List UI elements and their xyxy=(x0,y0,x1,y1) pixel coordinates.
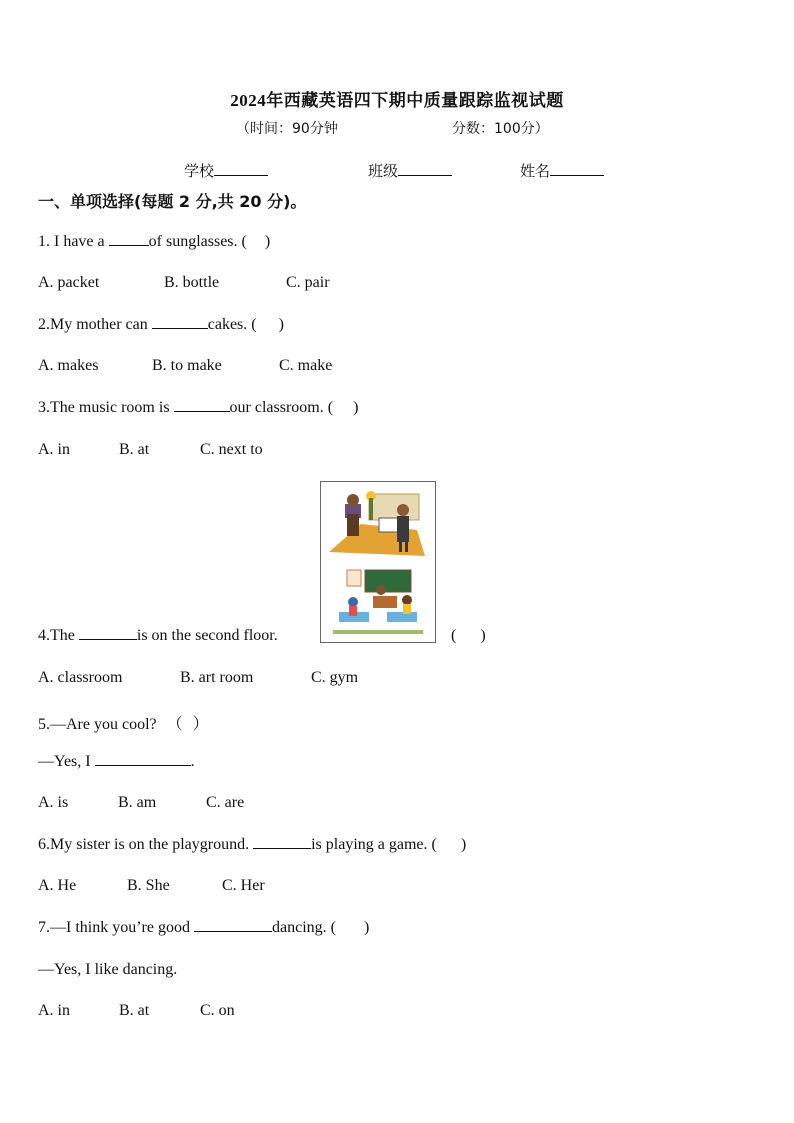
answer-blank[interactable] xyxy=(152,316,208,329)
question-number: 7. xyxy=(38,919,50,936)
question-text: My mother can xyxy=(50,316,148,333)
question-6 xyxy=(38,836,466,854)
question-text: I have a xyxy=(54,233,105,250)
option-b[interactable]: B. at xyxy=(119,441,150,458)
answer-paren: ） xyxy=(192,716,209,733)
answer-paren: ) xyxy=(480,627,486,644)
question-text: The music room is xyxy=(50,399,170,416)
question-text: dancing. ( xyxy=(271,919,336,936)
answer-blank[interactable] xyxy=(95,753,191,766)
question-number: 2. xyxy=(38,316,50,333)
school-label: 学校 xyxy=(184,162,215,180)
question-text: our classroom. ( xyxy=(229,399,334,416)
answer-paren: ) xyxy=(264,233,271,250)
exam-score: 分数：100分） xyxy=(452,121,549,137)
question-5-reply xyxy=(38,753,195,771)
option-b[interactable]: B. at xyxy=(119,1002,150,1019)
answer-blank[interactable] xyxy=(79,627,137,640)
question-text: of sunglasses. ( xyxy=(148,233,247,250)
question-number: 5. xyxy=(38,716,50,733)
question-4 xyxy=(38,627,278,645)
answer-paren: （ xyxy=(166,716,183,733)
option-a[interactable]: A. in xyxy=(38,441,70,458)
option-c[interactable]: C. Her xyxy=(222,877,265,894)
name-blank[interactable] xyxy=(550,161,604,176)
question-number: 3. xyxy=(38,399,50,416)
question-7 xyxy=(38,919,369,937)
question-text: is playing a game. ( xyxy=(311,836,437,853)
option-c[interactable]: C. on xyxy=(200,1002,235,1019)
question-2 xyxy=(38,316,284,334)
option-b[interactable]: B. to make xyxy=(152,357,222,374)
name-field xyxy=(520,160,604,181)
answer-blank[interactable] xyxy=(253,836,311,849)
answer-blank[interactable] xyxy=(194,919,272,932)
option-a[interactable]: A. He xyxy=(38,877,77,894)
option-a[interactable]: A. makes xyxy=(38,357,99,374)
answer-paren: ) xyxy=(363,919,370,936)
question-text: —Are you cool? xyxy=(50,716,157,733)
option-c[interactable]: C. gym xyxy=(311,669,359,686)
question-text: My sister is on the playground. xyxy=(50,836,250,853)
question-text: —Yes, I xyxy=(38,753,91,770)
question-4-illustration xyxy=(320,481,436,643)
answer-paren: ) xyxy=(278,316,284,333)
option-b[interactable]: B. bottle xyxy=(164,274,220,291)
answer-paren: ( xyxy=(451,627,457,644)
option-b[interactable]: B. am xyxy=(118,794,157,811)
option-a[interactable]: A. in xyxy=(38,1002,70,1019)
school-field xyxy=(184,160,268,181)
name-label: 姓名 xyxy=(520,162,551,180)
question-number: 1. xyxy=(38,233,50,250)
page-title: 2024年西藏英语四下期中质量跟踪监视试题 xyxy=(230,91,564,110)
question-text: —I think you’re good xyxy=(50,919,190,936)
option-a[interactable]: A. packet xyxy=(38,274,100,291)
question-5 xyxy=(38,711,209,734)
question-number: 4. xyxy=(38,627,50,644)
question-text: . xyxy=(190,753,195,770)
question-3 xyxy=(38,399,358,417)
class-label: 班级 xyxy=(368,162,399,180)
classroom-picture xyxy=(321,562,435,642)
question-4-paren xyxy=(451,627,486,645)
option-a[interactable]: A. classroom xyxy=(38,669,123,686)
class-field xyxy=(368,160,452,181)
answer-blank[interactable] xyxy=(109,233,149,246)
question-number: 6. xyxy=(38,836,50,853)
answer-blank[interactable] xyxy=(174,399,230,412)
option-c[interactable]: C. pair xyxy=(286,274,330,291)
option-c[interactable]: C. next to xyxy=(200,441,263,458)
section-heading: 一、单项选择(每题 2 分,共 20 分)。 xyxy=(38,192,307,211)
exam-time: （时间：90分钟 xyxy=(236,121,338,137)
option-c[interactable]: C. make xyxy=(279,357,333,374)
answer-paren: ) xyxy=(353,399,359,416)
answer-paren: ) xyxy=(460,836,467,853)
class-blank[interactable] xyxy=(398,161,452,176)
question-1 xyxy=(38,233,270,251)
option-b[interactable]: B. art room xyxy=(180,669,254,686)
school-blank[interactable] xyxy=(214,161,268,176)
option-c[interactable]: C. are xyxy=(206,794,245,811)
question-text: is on the second floor. xyxy=(136,627,278,644)
option-b[interactable]: B. She xyxy=(127,877,170,894)
art-room-picture xyxy=(321,482,435,563)
question-text: The xyxy=(50,627,75,644)
question-text: cakes. ( xyxy=(207,316,257,333)
question-7-reply: —Yes, I like dancing. xyxy=(38,961,178,978)
option-a[interactable]: A. is xyxy=(38,794,69,811)
